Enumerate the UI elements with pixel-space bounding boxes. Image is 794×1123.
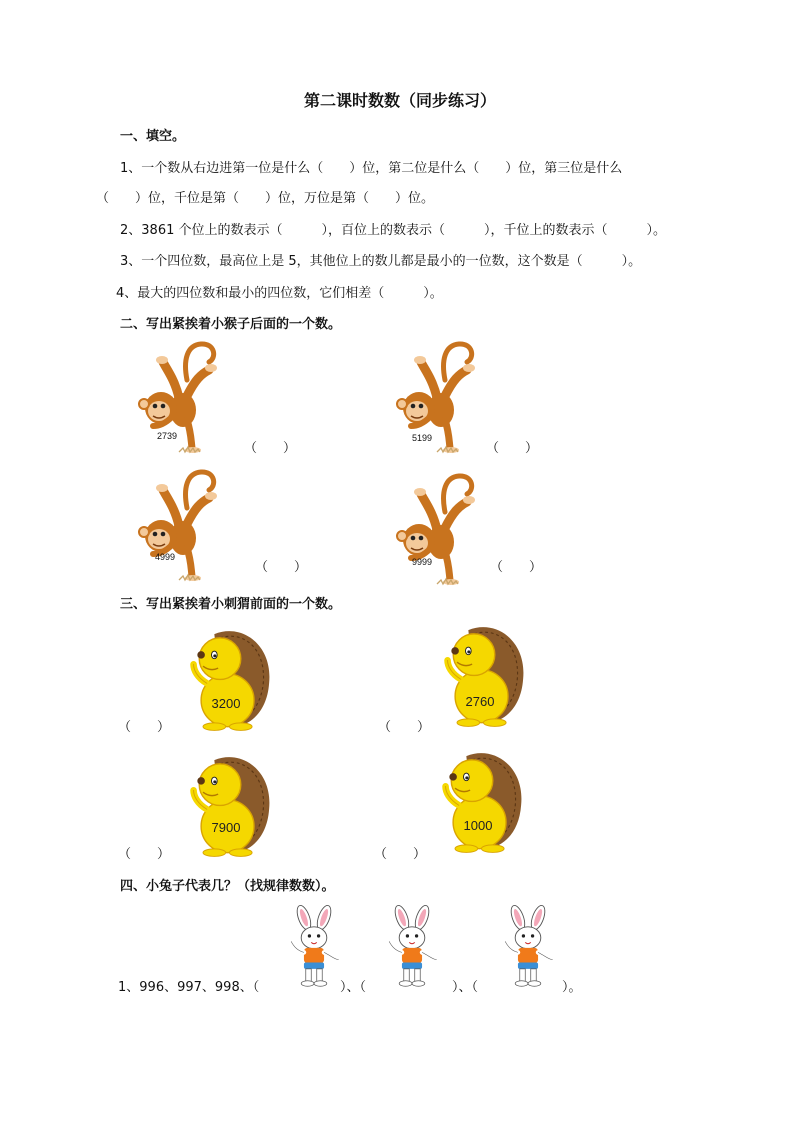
hedgehog-image-1	[186, 626, 271, 731]
rabbit-question-prefix: 1、996、997、998、（	[118, 980, 260, 995]
monkey-image-2	[393, 340, 483, 455]
page-title: 第二课时数数（同步练习）	[304, 91, 497, 110]
section4-heading: 四、小兔子代表几？（找规律数数）。	[120, 879, 335, 894]
question-3: 3、一个四位数，最高位上是 5，其他位上的数儿都是最小的一位数，这个数是（ ）。	[120, 254, 642, 269]
rabbit-image-1	[282, 904, 346, 988]
rabbit-image-2	[380, 904, 444, 988]
monkey-image-4	[393, 472, 483, 587]
monkey-number-4: 9999	[412, 557, 433, 567]
monkey-answer-blank-4[interactable]: （ ）	[490, 560, 543, 575]
hedgehog-image-2	[440, 622, 525, 727]
rabbit-question-suffix: ）。	[562, 980, 582, 995]
monkey-answer-blank-1[interactable]: （ ）	[244, 441, 297, 456]
rabbit-separator-1: ）、（	[340, 980, 367, 995]
question-1-line-1: 1、一个数从右边进第一位是什么（ ）位，第二位是什么（ ）位，第三位是什么	[120, 161, 623, 176]
question-4: 4、最大的四位数和最小的四位数，它们相差（ ）。	[116, 286, 443, 301]
hedgehog-number-2: 2760	[465, 694, 495, 709]
monkey-image-3	[135, 468, 225, 583]
rabbit-image-3	[496, 904, 560, 988]
section3-heading: 三、写出紧挨着小刺猬前面的一个数。	[120, 597, 342, 612]
hedgehog-number-1: 3200	[211, 696, 241, 711]
hedgehog-number-4: 1000	[463, 818, 493, 833]
hedgehog-answer-blank-1[interactable]: （ ）	[118, 720, 171, 735]
monkey-answer-blank-2[interactable]: （ ）	[486, 441, 539, 456]
section1-heading: 一、填空。	[120, 129, 186, 144]
monkey-number-1: 2739	[157, 431, 178, 441]
monkey-number-3: 4999	[155, 552, 176, 562]
hedgehog-answer-blank-3[interactable]: （ ）	[118, 847, 171, 862]
section2-heading: 二、写出紧挨着小猴子后面的一个数。	[120, 317, 342, 332]
monkey-answer-blank-3[interactable]: （ ）	[255, 560, 308, 575]
hedgehog-image-4	[438, 748, 523, 853]
question-2: 2、3861 个位上的数表示（ ），百位上的数表示（ ），千位上的数表示（ ）。	[120, 223, 666, 238]
hedgehog-image-3	[186, 752, 271, 857]
rabbit-separator-2: ）、（	[452, 980, 479, 995]
monkey-image-1	[135, 340, 225, 455]
question-1-line-2: （ ）位，千位是第（ ）位，万位是第（ ）位。	[96, 191, 435, 206]
hedgehog-number-3: 7900	[211, 820, 241, 835]
hedgehog-answer-blank-4[interactable]: （ ）	[374, 847, 427, 862]
hedgehog-answer-blank-2[interactable]: （ ）	[378, 720, 431, 735]
monkey-number-2: 5199	[412, 433, 433, 443]
